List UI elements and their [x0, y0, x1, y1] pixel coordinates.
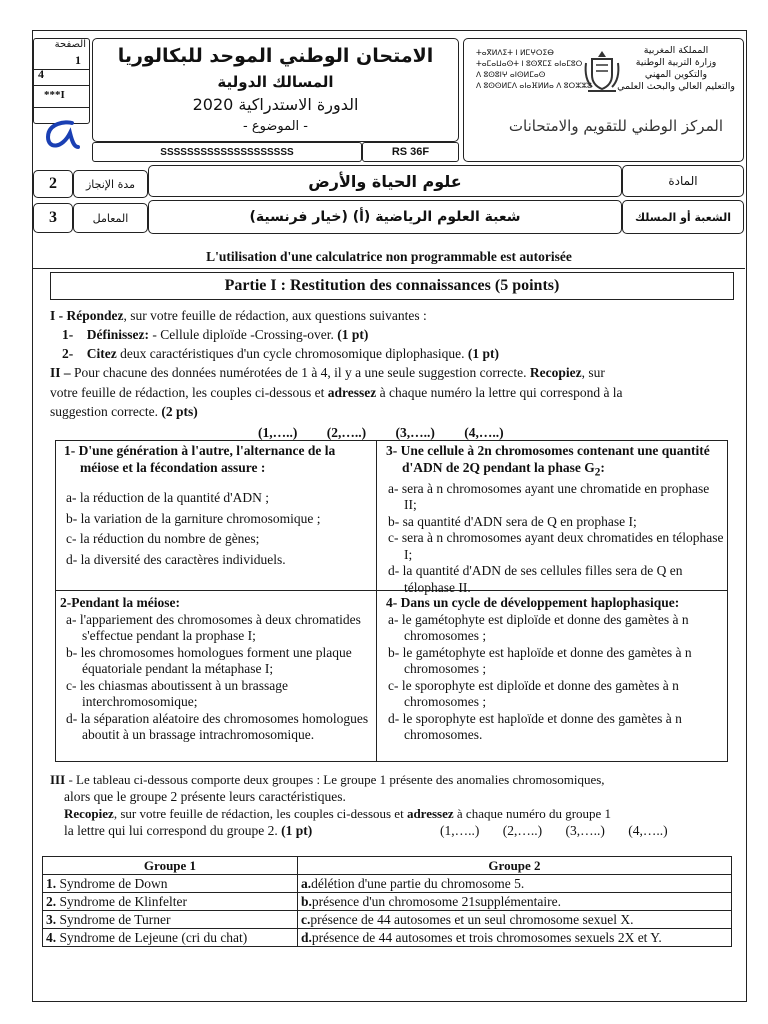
code-left: SSSSSSSSSSSSSSSSSSSS [160, 146, 294, 158]
table-header-row [43, 857, 732, 875]
couple-1: (1,…..) [258, 425, 298, 440]
header-rule [33, 268, 745, 269]
q2-box-3: 3- Une cellule à 2n chromosomes contenant une quantité d'ADN de 2Q pendant la phase $G_2$: a- sera à n chromosomes ayant une chromatide en prophase II; b- sa quantité d'ADN sera de Q en prophase I; c- sera à n chromosomes ayant deux chromatides en télophase I; d- la quantité d'ADN de ses cellules filles sera de Q en télophase II. [386, 443, 724, 595]
q3-line-3: Recopiez, sur votre feuille de rédaction, les couples ci-dessous et adressez à chaque numéro du groupe 1 [64, 806, 612, 821]
coef-key-box [73, 203, 148, 233]
stars: ***I [44, 89, 65, 101]
q2-grid-vline [376, 440, 377, 762]
subject-value: علوم الحياة والأرض [308, 171, 462, 191]
q2-box-4: 4- Dans un cycle de développement haplophasique: a- le gamétophyte est diploïde et donne des gamètes à n chromosomes ; b- le gamétophyte est haploïde et donne des gamètes à n chromosomes ; c- le sporophyte est diploïde et donne des gamètes à n chromosomes ; d- le sporophyte est haploïde et donne des gamètes à n chromosomes. [386, 595, 692, 742]
q2-line-2: votre feuille de rédaction, les couples ci-dessous et adressez à chaque numéro la lettre qui correspond à la [50, 385, 623, 400]
coat-of-arms-icon [582, 49, 622, 95]
stars-divider [34, 85, 89, 86]
q2-box-2: 2-Pendant la méiose: a- l'appariement des chromosomes à deux chromatides s'effectue pendant la prophase I; b- les chromosomes homologues forment une plaque équatoriale pendant la métaphase I; c- les chiasmas aboutissent à un brassage interchromosomique; d- la séparation aléatoire des chromosomes homologues aboutit à un brassage intrachromosomique. [60, 595, 369, 742]
q1-item-1: 1- Définissez: - Cellule diploïde -Crossing-over. (1 pt) [62, 327, 369, 342]
page-info-box [33, 38, 90, 124]
groups-table [42, 856, 732, 947]
table-row: 1. Syndrome de Down a.délétion d'une partie du chromosome 5. [43, 875, 732, 893]
alpha-logo-icon [42, 117, 82, 153]
duration-value: 2 [49, 175, 57, 192]
page-number: 1 [75, 53, 81, 67]
page-label: الصفحة [54, 39, 86, 50]
q3-couple-4: (4,…..) [628, 823, 668, 838]
part1-title-box [50, 272, 734, 300]
couple-4: (4,…..) [464, 425, 504, 440]
coef-key: المعامل [92, 211, 129, 225]
branch-value-box [148, 200, 622, 234]
q3-line-2: alors que le groupe 2 présente leurs caractéristiques. [64, 789, 346, 804]
ministry-box [463, 38, 744, 162]
q1-lead: I - Répondez, sur votre feuille de rédaction, aux questions suivantes : [50, 308, 427, 323]
exam-title-box [92, 38, 459, 142]
q3-couples [440, 822, 668, 839]
q3-couple-3: (3,…..) [565, 823, 605, 838]
code-box-left [92, 142, 362, 162]
session: الدورة الاستدراكية 2020 [192, 95, 359, 114]
duration-key-box [73, 170, 148, 198]
q3-couple-1: (1,…..) [440, 823, 480, 838]
q2-box-1: 1- D'une génération à l'autre, l'alternance de la méiose et la fécondation assure : a- la réduction de la quantité d'ADN ; b- la variation de la garniture chromosomique ; c- la réduction du nombre de gènes; d- la diversité des caractères individuels. [64, 443, 336, 567]
code-box-right [362, 142, 459, 162]
tifinagh-text: ⵜⴰⴳⵍⴷⵉⵜ ⵏ ⵍⵎⵖⵔⵉⴱ ⵜⴰⵎⴰⵡⴰⵙⵜ ⵏ ⵓⵙⴳⵎⵉ ⴰⵏⴰⵎⵓⵔ ⴷ ⵓⵙⵓⵏⵖ ⴰⵏⵙⵍⵎⴰⵙ ⴷ ⵓⵙⵙⵍⵎⴷ ⴰⵏⴰⴼⵍⵍⴰ ⴷ ⵓⵔⵣⵣⵓ [476, 48, 592, 90]
ministry-text: المملكة المغربية وزارة التربية الوطنية والتكوين المهني والتعليم العالي والبحث العلمي [617, 45, 735, 92]
table-row: 2. Syndrome de Klinfelter b.présence d'un chromosome 21supplémentaire. [43, 893, 732, 911]
q3-line-1: III - Le tableau ci-dessous comporte deux groupes : Le groupe 1 présente des anomalies chromosomiques, [50, 772, 605, 787]
table-row: 4. Syndrome de Lejeune (cri du chat) d.présence de 44 autosomes et trois chromosomes sexuels 2X et Y. [43, 929, 732, 947]
part1-title: Partie I : Restitution des connaissances (5 points) [224, 277, 560, 294]
q2-couples [258, 424, 504, 441]
subject-key: المادة [668, 174, 698, 188]
couple-3: (3,…..) [395, 425, 435, 440]
q3-line-4: la lettre qui lui correspond du groupe 2. (1 pt) [64, 823, 313, 838]
q2-line-1: II – Pour chacune des données numérotées de 1 à 4, il y a une seule suggestion correcte. Recopiez, sur [50, 365, 605, 380]
branch-key-box [622, 200, 744, 234]
duration-key: مدة الإنجاز [85, 177, 136, 191]
header-group-2: Groupe 2 [298, 857, 732, 875]
exam-subtitle: المسالك الدولية [217, 73, 334, 91]
coef-value-box [33, 203, 73, 233]
subject-key-box [622, 165, 744, 197]
header-group-1: Groupe 1 [43, 857, 298, 875]
branch-key: الشعبة أو المسلك [635, 210, 731, 224]
subject-label: - الموضوع - [243, 119, 308, 134]
q2-line-3: suggestion correcte. (2 pts) [50, 404, 198, 419]
code-right: RS 36F [391, 146, 430, 158]
table-row: 3. Syndrome de Turner c.présence de 44 autosomes et un seul chromosome sexuel X. [43, 911, 732, 929]
exam-title: الامتحان الوطني الموحد للبكالوريا [117, 45, 434, 67]
coef-value: 3 [49, 209, 57, 226]
couple-2: (2,…..) [326, 425, 367, 440]
q3-couple-2: (2,…..) [502, 823, 543, 838]
page-total: 4 [38, 67, 44, 81]
duration-value-box [33, 170, 73, 198]
branch-value: شعبة العلوم الرياضية (أ) (خيار فرنسية) [249, 209, 521, 225]
q1-item-2: 2- Citez deux caractéristiques d'un cycle chromosomique diplophasique. (1 pt) [62, 346, 499, 361]
center-name: المركز الوطني للتقويم والامتحانات [508, 117, 723, 135]
calculator-note: L'utilisation d'une calculatrice non programmable est autorisée [206, 249, 572, 264]
logo-divider [34, 107, 89, 108]
subject-value-box [148, 165, 622, 197]
